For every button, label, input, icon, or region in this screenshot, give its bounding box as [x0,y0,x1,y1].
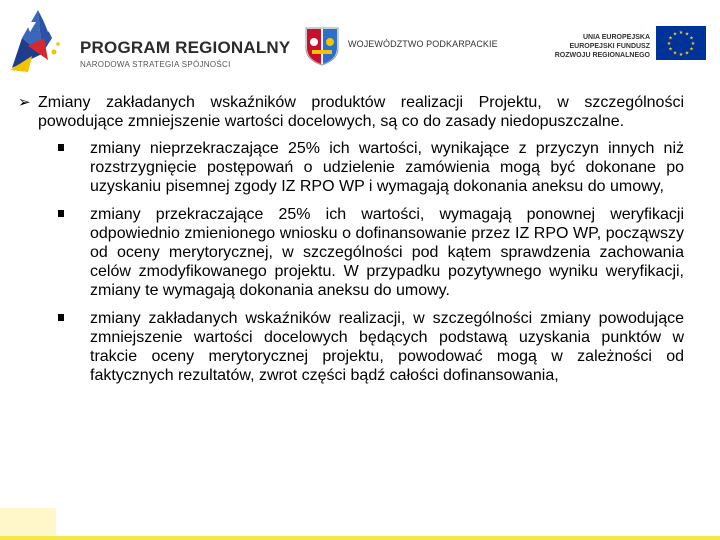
list-item-text: zmiany zakładanych wskaźników realizacji, w szczególności zmiany powodujące zmniejszenie wartości docelowych będących podstawą uzyskania punktów w trakcie oceny merytorycznej projektu, powodować mogą w zależności od faktycznych rezultatów, zwrot części bądź całości dofinansowania, [90,309,684,385]
program-title: PROGRAM REGIONALNY [80,38,291,57]
svg-text:★: ★ [689,46,694,53]
voivodeship-name: WOJEWÓDZTWO PODKARPACKIE [348,39,498,49]
square-bullet-icon [58,314,64,321]
svg-text:★: ★ [668,35,673,42]
svg-text:★: ★ [689,35,694,42]
svg-text:★: ★ [678,52,684,58]
list-item-text: zmiany nieprzekraczające 25% ich wartości, wynikające z przyczyn innych niż rozstrzygnięcie postępowań o udzielenie zamówienia mogą być dokonane po uzyskaniu pisemnej zgody IZ RPO WP i wymagają dokonania aneksu do umowy, [90,140,684,196]
svg-text:★: ★ [668,46,673,53]
list-item [18,205,684,301]
list-item-text: zmiany przekraczające 25% ich wartości, wymagają ponownej weryfikacji odpowiednio zmienionego wniosku o dofinansowanie przez IZ RPO WP, począwszy od oceny merytorycznej, w szczególności pod kątem sprawdzenia zachowania celów zmodyfikowanego projektu. W przypadku pozytywnego wyniku weryfikacji, zmiany te wymagają dokonania aneksu do umowy. [90,205,684,300]
slide-content [18,93,684,393]
square-bullet-icon [58,210,64,217]
program-star-icon [8,8,70,72]
main-point-text: Zmiany zakładanych wskaźników produktów realizacji Projektu, w szczególności powodujące zmniejszenie wartości docelowych, są co do zasady niedopuszczalne. [38,94,684,130]
program-subtitle: NARODOWA STRATEGIA SPÓJNOŚCI [80,60,231,69]
svg-text:★: ★ [684,31,690,38]
eu-fund-label [546,33,650,60]
eu-line-3: ROZWOJU REGIONALNEGO [554,52,650,59]
program-regionalny-logo [8,8,291,72]
header-logos [0,0,720,84]
voivodeship-crest-icon [304,26,340,71]
arrow-bullet-icon: ➢ [18,94,31,111]
sub-list [18,139,684,385]
square-bullet-icon [58,144,64,151]
eu-line-1: UNIA EUROPEJSKA [582,34,650,41]
list-item [18,139,684,197]
svg-text:★: ★ [672,50,678,57]
footer-bar [0,536,720,540]
eu-flag-icon [656,26,706,65]
svg-text:★: ★ [690,41,696,47]
svg-text:★: ★ [684,50,690,57]
svg-text:★: ★ [666,41,672,47]
svg-text:★: ★ [678,30,684,36]
main-point [18,93,684,131]
list-item [18,309,684,386]
eu-line-2: EUROPEJSKI FUNDUSZ [569,43,650,50]
svg-text:★: ★ [672,31,678,38]
